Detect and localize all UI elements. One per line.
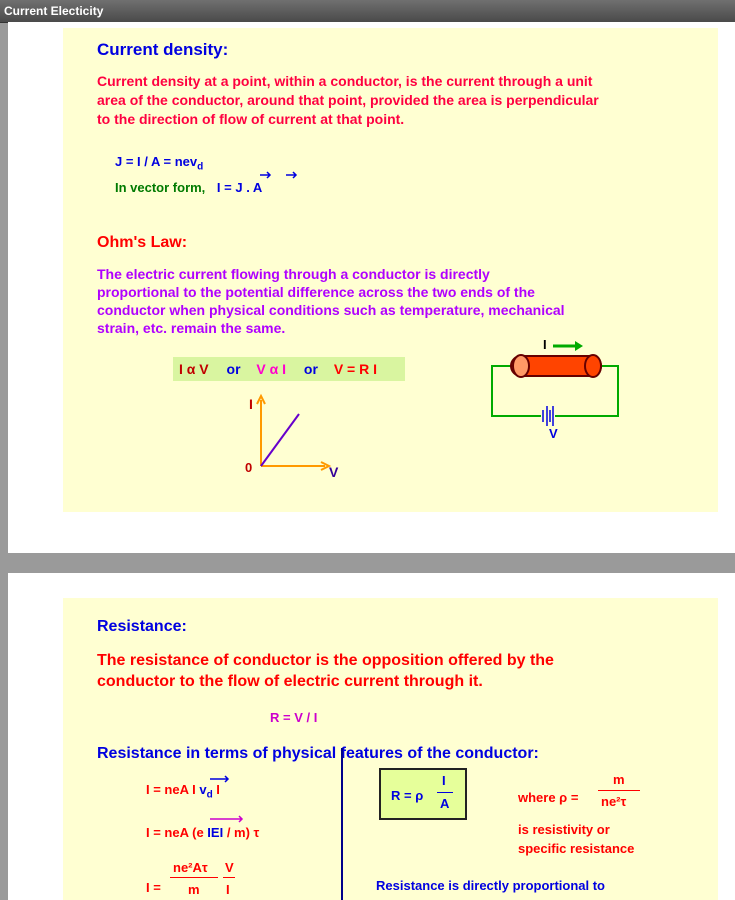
- equation-current-field: I = neA (e IEI / m) τ: [146, 825, 260, 840]
- or-label: or: [226, 361, 241, 377]
- title-bar: [0, 0, 735, 23]
- graph-line: [261, 414, 299, 466]
- equation-fraction2-numerator: V: [225, 860, 234, 875]
- resistivity-note: is resistivity or specific resistance: [518, 822, 635, 856]
- proportional-note: Resistance is directly proportional to: [376, 878, 605, 893]
- circuit-diagram: [483, 336, 633, 426]
- where-rho-label: where ρ =: [518, 790, 579, 805]
- or-label: or: [303, 361, 318, 377]
- box-fraction-numerator: I: [442, 773, 446, 788]
- box-fraction-denominator: A: [440, 796, 450, 811]
- resistance-definition: [97, 650, 554, 692]
- graph-y-label: I: [249, 396, 253, 412]
- current-density-definition: [97, 72, 599, 129]
- definition-line: conductor to the flow of electric current through it.: [97, 673, 483, 690]
- page-2: [8, 573, 735, 900]
- page-1: [8, 22, 735, 553]
- slide-resistance: [63, 598, 718, 900]
- equation-fraction2-denominator: I: [226, 882, 230, 897]
- vector-form-label: In vector form,: [115, 180, 206, 195]
- definition-line: Current density at a point, within a conductor, is the current through a unit: [97, 73, 593, 89]
- circuit-current-label: I: [543, 337, 547, 352]
- relation-v-equals-ri: V = R I: [333, 361, 377, 377]
- definition-line: The resistance of conductor is the opposition offered by the: [97, 652, 554, 669]
- formula-subscript: d: [197, 161, 204, 173]
- statement-line: strain, etc. remain the same.: [97, 320, 286, 336]
- statement-line: The electric current flowing through a conductor is directly: [97, 266, 490, 282]
- window-title: Current Electicity: [4, 4, 104, 18]
- field-vector: IEI: [207, 825, 224, 840]
- rho-fraction-numerator: m: [613, 772, 625, 787]
- current-density-heading: Current density:: [97, 40, 229, 59]
- equation-current-drift: I = neA I $v_d$ I: [146, 782, 220, 801]
- physical-features-heading: Resistance in terms of physical features of the conductor:: [97, 745, 539, 762]
- current-density-formula: [115, 154, 203, 173]
- relation-i-alpha-v: I α V: [179, 361, 209, 377]
- rho-fraction-denominator: ne²τ: [601, 794, 627, 809]
- definition-line: to the direction of flow of current at that point.: [97, 111, 405, 127]
- box-formula-lhs: R = ρ: [391, 788, 424, 803]
- equation-fraction-numerator: ne²Aτ: [173, 860, 208, 875]
- ohms-law-statement: [97, 265, 565, 337]
- equation-lhs: I =: [146, 880, 161, 895]
- equation-fraction-denominator: m: [188, 882, 200, 897]
- divider: [341, 748, 343, 900]
- resistance-heading: Resistance:: [97, 618, 187, 635]
- statement-line: conductor when physical conditions such as temperature, mechanical: [97, 302, 565, 318]
- resistance-formula: R = V / I: [270, 710, 318, 725]
- vector-arrows-icon: [258, 170, 303, 180]
- statement-line: proportional to the potential difference across the two ends of the: [97, 284, 535, 300]
- graph-x-label: V: [329, 464, 339, 480]
- formula-main: J = I / A = nev: [115, 154, 198, 169]
- vector-formula: I = J . A: [216, 180, 263, 195]
- ohms-law-relation-text: [173, 361, 377, 377]
- vector-arrows-icon: [208, 774, 258, 834]
- circuit-voltage-label: V: [549, 426, 558, 441]
- slide-current-density-ohms-law: [63, 28, 718, 512]
- graph-origin-label: 0: [245, 460, 253, 475]
- ohms-law-heading: Ohm's Law:: [97, 234, 188, 251]
- definition-line: area of the conductor, around that point, provided the area is perpendicular: [97, 92, 599, 108]
- relation-v-alpha-i: V α I: [256, 361, 287, 377]
- vector-form: [115, 180, 262, 195]
- drift-velocity-vector: v: [199, 782, 207, 797]
